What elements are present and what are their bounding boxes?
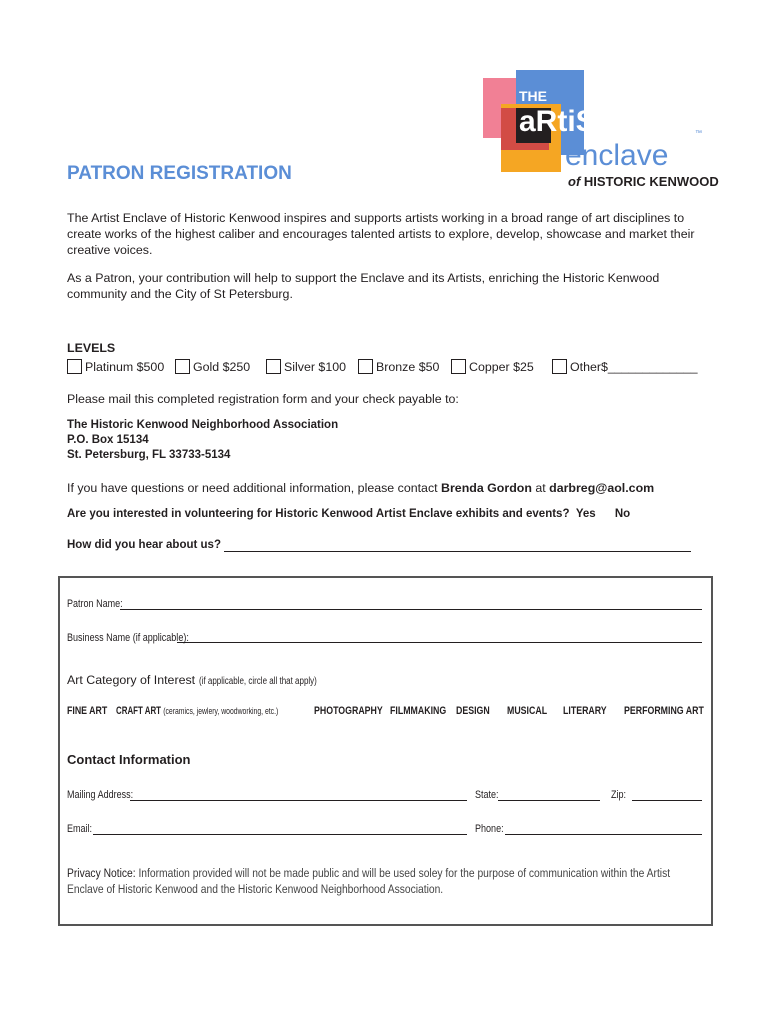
- email-label: Email:: [67, 823, 93, 835]
- email-input[interactable]: [93, 834, 467, 835]
- mailing-address: [67, 418, 338, 463]
- logo-artist: aRtiSt: [519, 105, 606, 138]
- volunteer-no[interactable]: No: [614, 508, 631, 520]
- level-other[interactable]: [552, 359, 697, 374]
- art-heading-text: Art Category of Interest: [67, 673, 196, 687]
- category-filmmaking[interactable]: FILMMAKING: [390, 705, 447, 717]
- logo-historic: HISTORIC KENWOOD: [583, 174, 719, 189]
- level-label: Silver $100: [284, 360, 346, 374]
- contact-text: [67, 480, 654, 496]
- zip-label: Zip:: [611, 789, 627, 801]
- mailing-address-label: Mailing Address:: [67, 789, 134, 801]
- level-gold[interactable]: [175, 359, 250, 374]
- checkbox[interactable]: [358, 359, 373, 374]
- state-label: State:: [475, 789, 499, 801]
- level-platinum[interactable]: [67, 359, 164, 374]
- hear-input-line[interactable]: [224, 551, 691, 552]
- logo: [483, 68, 719, 190]
- volunteer-yes[interactable]: Yes: [575, 508, 596, 520]
- volunteer-text: Are you interested in volunteering for Historic Kenwood Artist Enclave exhibits and events?: [67, 508, 570, 520]
- category-photography[interactable]: PHOTOGRAPHY: [314, 705, 383, 717]
- volunteer-question: [67, 508, 630, 520]
- level-silver[interactable]: [266, 359, 346, 374]
- contact-email[interactable]: darbreg@aol.com: [549, 481, 655, 495]
- checkbox[interactable]: [451, 359, 466, 374]
- level-label: Gold $250: [193, 360, 251, 374]
- levels-heading: LEVELS: [67, 341, 116, 355]
- logo-enclave: enclave: [565, 139, 669, 172]
- logo-the: THE: [519, 88, 547, 104]
- checkbox[interactable]: [552, 359, 567, 374]
- contact-info-heading: Contact Information: [67, 752, 191, 767]
- craft-art-label: CRAFT ART: [116, 705, 162, 717]
- level-label: Bronze $50: [376, 360, 440, 374]
- privacy-notice: [67, 865, 698, 897]
- address-line: P.O. Box 15134: [67, 434, 149, 446]
- art-category-heading: [67, 673, 346, 687]
- address-line: St. Petersburg, FL 33733-5134: [67, 449, 231, 461]
- contact-mid: at: [531, 481, 550, 495]
- patron-name-label: Patron Name:: [67, 598, 123, 610]
- contact-prefix: If you have questions or need additional information, please contact: [67, 481, 442, 495]
- phone-input[interactable]: [505, 834, 702, 835]
- checkbox[interactable]: [175, 359, 190, 374]
- category-craft-art[interactable]: [116, 705, 278, 717]
- contact-name: Brenda Gordon: [441, 481, 532, 495]
- logo-of: of: [568, 174, 581, 189]
- checkbox[interactable]: [266, 359, 281, 374]
- business-name-label: [67, 632, 189, 644]
- mailing-address-input[interactable]: [130, 800, 467, 801]
- address-line: The Historic Kenwood Neighborhood Association: [67, 419, 339, 431]
- checkbox[interactable]: [67, 359, 82, 374]
- craft-note: (ceramics, jewlery, woodworking, etc.): [163, 706, 279, 717]
- intro-text: The Artist Enclave of Historic Kenwood inspires and supports artists working in a broad range of art disciplines to create works of the highest caliber and encourages talented artists to explore, develop, showcase and market their creative voices.: [67, 211, 695, 257]
- zip-input[interactable]: [632, 800, 702, 801]
- art-note: (if applicable, circle all that apply): [198, 676, 317, 687]
- category-performing-art[interactable]: PERFORMING ART: [624, 705, 704, 717]
- patron-text: As a Patron, your contribution will help to support the Enclave and its Artists, enriching the Historic Kenwood community and the City of St Petersburg.: [67, 271, 660, 301]
- hear-label: How did you hear about us?: [67, 539, 221, 551]
- privacy-text: Information provided will not be made public and will be used soley for the purpose of communication within the Artist Enclave of Historic Kenwood and the Historic Kenwood Neighborhood Association.: [67, 866, 671, 896]
- state-input[interactable]: [498, 800, 600, 801]
- category-design[interactable]: DESIGN: [456, 705, 490, 717]
- level-label: Copper $25: [469, 360, 534, 374]
- level-label: Other$_____________: [570, 360, 698, 374]
- phone-label: Phone:: [475, 823, 504, 835]
- category-literary[interactable]: LITERARY: [563, 705, 607, 717]
- level-bronze[interactable]: [358, 359, 439, 374]
- business-name-input[interactable]: [177, 642, 702, 643]
- level-label: Platinum $500: [85, 360, 165, 374]
- level-copper[interactable]: [451, 359, 534, 374]
- business-note: (if applicable):: [132, 632, 189, 644]
- logo-tm: ™: [695, 130, 702, 137]
- business-name-text: Business Name: [67, 632, 131, 644]
- patron-name-input[interactable]: [120, 609, 702, 610]
- page-title: PATRON REGISTRATION: [67, 163, 292, 184]
- category-fine-art[interactable]: FINE ART: [67, 705, 108, 717]
- privacy-label: Privacy Notice:: [67, 866, 136, 880]
- category-musical[interactable]: MUSICAL: [507, 705, 548, 717]
- mail-text: Please mail this completed registration form and your check payable to:: [67, 392, 459, 406]
